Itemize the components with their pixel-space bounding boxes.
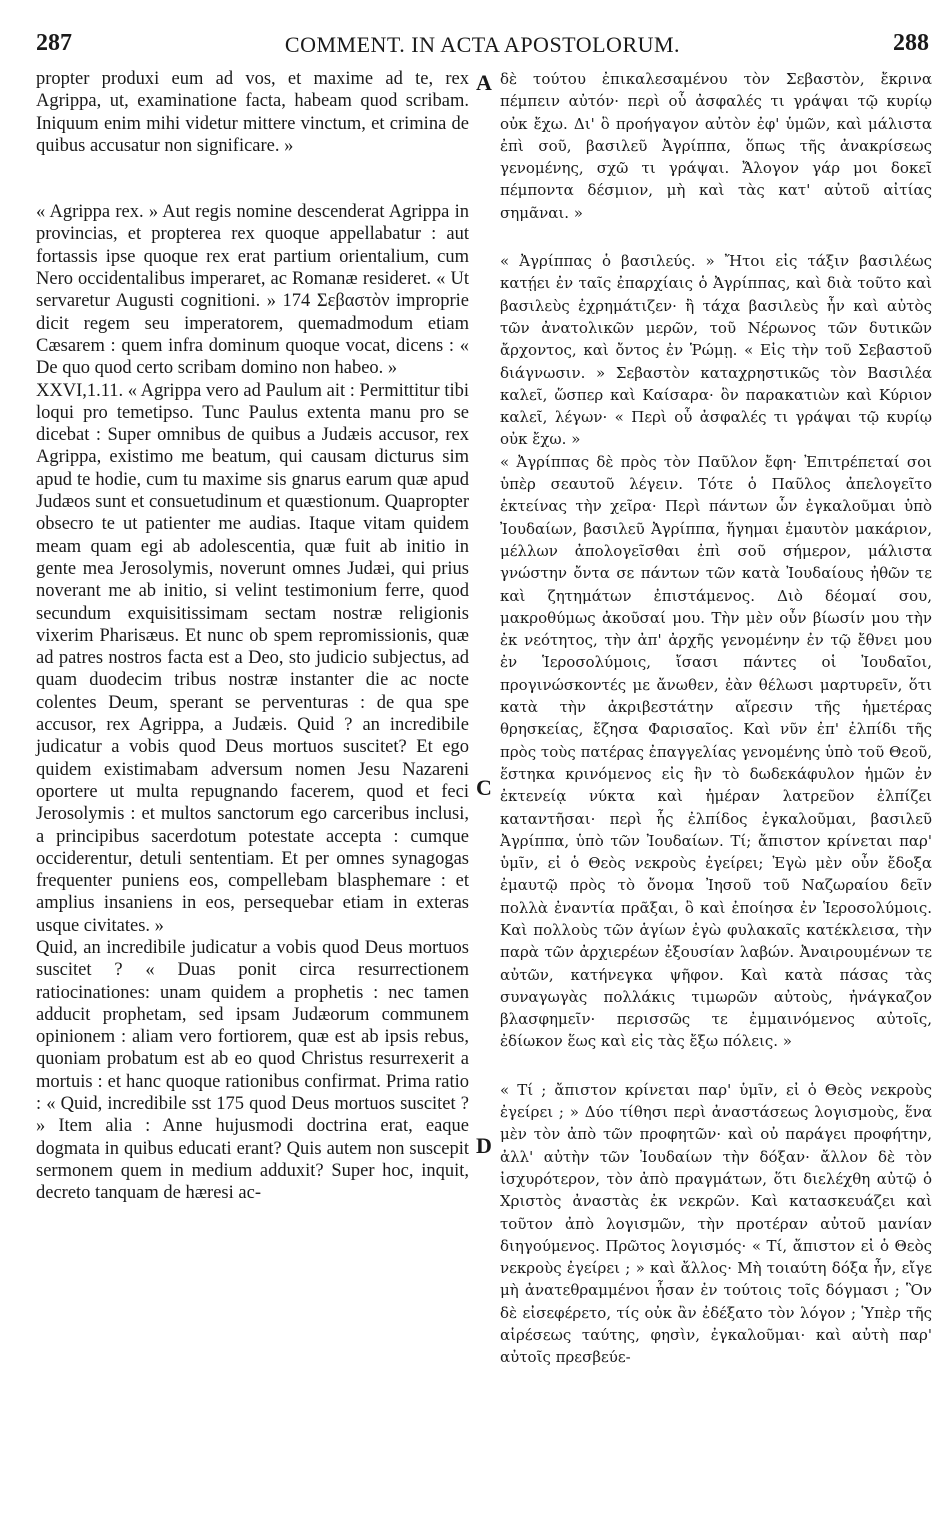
greek-column xyxy=(500,68,932,1369)
latin-paragraph-4: Quid, an incredibile judicatur a vobis quod Deus mortuos suscitet ? « Duas ponit circa resurrectionem ratiocinationes: unam quidem a prophetis : nec tamen adducit prophetam, sed ipsam Judæorum communem opinionem : aliam vero fortiorem, quæ est ab ipsis rebus, quoniam probatum est ab eo quod Christus resurrexerit a mortuis : et hanc quoque rationibus confirmat. Prima ratio : « Quid, incredibile sst 175 quod Deus mortuos suscitet ? » Item alia : Anne hujusmodi doctrina erat, eaque dogmata in quibus educati erant? Quis autem non suscepit sermonem quem in medium adduxit? Super hoc, inquit, decreto tanquam de hæresi ac- xyxy=(36,937,469,1204)
page-header xyxy=(36,30,929,60)
greek-paragraph-1: δὲ τούτου ἐπικαλεσαμένου τὸν Σεβαστὸν, ἔκρινα πέμπειν αὐτόν· περὶ οὗ ἀσφαλές τι γράψαι τῷ κυρίῳ οὐκ ἔχω. Δι' ὃ προήγαγον αὐτὸν ἐφ' ὑμῶν, καὶ μάλιστα ἐπὶ σοῦ, βασιλεῦ Ἀγρίππα, ὅπως τῆς ἀνακρίσεως γενομένης, σχῶ τι γράψαι. Ἄλογον γάρ μοι δοκεῖ πέμποντα δέσμιον, μὴ καὶ τὰς κατ' αὐτοῦ αἰτίας σημᾶναι. » xyxy=(500,70,932,222)
page-number-left: 287 xyxy=(36,30,72,56)
greek-paragraph-3: « Ἀγρίππας δὲ πρὸς τὸν Παῦλον ἔφη· Ἐπιτρέπεταί σοι ὑπὲρ σεαυτοῦ λέγειν. Τότε ὁ Παῦλος ἀπελογεῖτο ἐκτείνας τὴν χεῖρα· Περὶ πάντων ὧν ἐγκαλοῦμαι ὑπὸ Ἰουδαίων, βασιλεῦ Ἀγρίππα, ἥγημαι ἐμαυτὸν μακάριον, μέλλων ἀπολογεῖσθαι ἐπὶ σοῦ σήμερον, μάλιστα γνώστην ὄντα σε πάντων τῶν κατὰ Ἰουδαίους ἠθῶν τε καὶ ζητημάτων ἐπιστάμενος. Διὸ δέομαί σου, μακροθύμως ἀκοῦσαί μου. Τὴν μὲν οὖν βίωσίν μου τὴν ἐκ νεότητος, τὴν ἀπ' ἀρχῆς γενομένην ἐν τῷ ἔθνει μου ἐν Ἱεροσολύμοις, ἴσασι πάντες οἱ Ἰουδαῖοι, προγινώσκοντές με ἄνωθεν, ἐὰν θέλωσι μαρτυρεῖν, ὅτι κατὰ τὴν ἀκριβεστάτην αἵρεσιν τῆς ἡμετέρας θρησκείας, ἔζησα Φαρισαῖος. Καὶ νῦν ἐπ' ἐλπίδι τῆς πρὸς τοὺς πατέρας ἐπαγγελίας γενομένης ὑπὸ τοῦ Θεοῦ, ἕστηκα κρινόμενος εἰς ἣν τὸ δωδεκάφυλον ἡμῶν ἐν ἐκτενείᾳ νύκτα καὶ ἡμέραν λατρεῦον ἐλπίζει καταντῆσαι· περὶ ἧς ἐλπίδος ἐγκαλοῦμαι, βασιλεῦ Ἀγρίππα, ὑπὸ τῶν Ἰουδαίων. Τί; ἄπιστον κρίνεται παρ' ὑμῖν, εἰ ὁ Θεὸς νεκροὺς ἐγείρει; Ἐγὼ μὲν οὖν ἔδοξα ἐμαυτῷ πρὸς τὸ ὄνομα Ἰησοῦ τοῦ Ναζωραίου δεῖν πολλὰ ἐναντία πρᾶξαι, ὃ καὶ ἐποίησα ἐν Ἱεροσολύμοις. Καὶ πολλοὺς τῶν ἁγίων ἐγὼ φυλακαῖς κατέκλεισα, τὴν παρὰ τῶν ἀρχιερέων ἐξουσίαν λαβών. Ἀναιρουμένων τε αὐτῶν, κατήνεγκα ψῆφον. Καὶ κατὰ πάσας τὰς συναγωγὰς πολλάκις τιμωρῶν αὐτοὺς, ἠνάγκαζον βλασφημεῖν· περισσῶς τε ἐμμαινόμενος αὐτοῖς, ἐδίωκον ἕως καὶ εἰς τὰς ἔξω πόλεις. » xyxy=(500,452,932,1051)
latin-paragraph-1: propter produxi eum ad vos, et maxime ad te, rex Agrippa, ut, examinatione facta, habeam quod scribam. Iniquum enim mihi videtur mittere vinctum, et crimina de quibus accusatur non significare. » xyxy=(36,69,469,156)
latin-paragraph-2: « Agrippa rex. » Aut regis nomine descenderat Agrippa in provincias, et propterea rex quoque appellabatur : aut fortassis ipse quoque rex erat partium orientalium, cum Nero occidentalibus imperaret, ac Romanæ resideret. « Ut servaretur Augusti cognitioni. » 174 Σεβαστὸν improprie dicit regem seu imperatorem, quemadmodum etiam Cæsarem : quem infra dominum quoque vocat, dicens : « De quo quod certo scribam domino non habeo. » xyxy=(36,202,469,379)
page-number-right: 288 xyxy=(893,30,929,56)
latin-paragraph-3: XXVI,1.11. « Agrippa vero ad Paulum ait : Permittitur tibi loqui pro temetipso. Tunc Paulus extenta manu pro se dicebat : Super omnibus de quibus a Judæis accusor, rex Agrippa, existimo me beatum, qui causam dicturus sim apud te hodie, cum tu maxime sis gnarus earum quæ apud Judæos sunt et consuetudinum et quæstionum. Quapropter obsecro te ut patienter me audias. Itaque vitam quidem meam quam egi ab adolescentia, quæ fuit ab initio in gente mea Jerosolymis, noverunt omnes Judæi, qui prius noverant me ab initio, si velint testimonium ferre, quod secundum exquisitissimam sectam nostræ religionis vixerim Pharisæus. Et nunc ob spem repromissionis, quæ ad patres nostros facta est a Deo, sto judicio subjectus, ad quam duodecim tribus nostræ instanter die ac nocte colentes Deum, sperant se perventuras : de qua spe accusor, rex Agrippa, a Judæis. Quid ? an incredibile judicatur a vobis quod Deus mortuos suscitet? Et ego quidem existimabam adversum nomen Jesu Nazareni oportere ut multa repugnando facerem, quod et feci Jerosolymis : et multos sanctorum ego carceribus inclusi, a principibus sacerdotum potestate accepta : cumque occiderentur, detuli sententiam. Et per omnes synagogas frequenter puniens eos, compellebam blasphemare : et amplius insaniens in eos, persequebar etiam in exteras usque civitates. » xyxy=(36,380,469,936)
margin-marker-c: C xyxy=(476,775,492,800)
greek-paragraph-2: « Ἀγρίππας ὁ βασιλεύς. » Ἤτοι εἰς τάξιν βασιλέως κατῄει ἐν ταῖς ἐπαρχίαις ὁ Ἀγρίππας, καὶ διὰ τοῦτο καὶ βασιλεὺς ἐχρημάτιζεν· ἢ τάχα βασιλεὺς ἦν καὶ αὐτὸς τῶν ἀνατολικῶν μερῶν, τοῦ Νέρωνος τῶν δυτικῶν ἄρχοντος, καὶ ὄντος ἐν Ῥώμῃ. « Εἰς τὴν τοῦ Σεβαστοῦ διάγνωσιν. » Σεβαστὸν καταχρηστικῶς τὸν Βασιλέα καλεῖ, ὥσπερ καὶ Καίσαρα· ὃν παρακατιὼν καὶ Κύριον καλεῖ, λέγων· « Περὶ οὗ ἀσφαλές τι γράψαι τῷ κυρίῳ οὐκ ἔχω. » xyxy=(500,252,932,449)
running-title: COMMENT. IN ACTA APOSTOLORUM. xyxy=(284,32,681,57)
margin-marker-a: A xyxy=(476,70,492,95)
latin-column xyxy=(36,68,469,1205)
margin-marker-d: D xyxy=(476,1133,492,1158)
greek-paragraph-4: « Τί ; ἄπιστον κρίνεται παρ' ὑμῖν, εἰ ὁ Θεὸς νεκροὺς ἐγείρει ; » Δύο τίθησι περὶ ἀναστάσεως λογισμοὺς, ἕνα μὲν τὸν ἀπὸ τῶν προφητῶν· καὶ οὐ παράγει προφήτην, ἀλλ' αὐτὴν τῶν Ἰουδαίων τὴν δόξαν· ἄλλον δὲ τὸν ἰσχυρότερον, τὸν ἀπὸ πραγμάτων, ὅτι διελέχθη αὐτῷ ὁ Χριστὸς ἀναστὰς ἐκ νεκρῶν. Καὶ κατασκευάζει καὶ τοῦτον ἀπὸ λογισμῶν, τὴν προτέραν αὐτοῦ μανίαν διηγούμενος. Πρῶτος λογισμός· « Τί, ἄπιστον εἰ ὁ Θεὸς νεκροὺς ἐγείρει ; » καὶ ἄλλος· Μὴ τοιαύτη δόξα ἦν, εἴγε μὴ ἀνατεθραμμένοι ἦσαν ἐν τούτοις τοῖς δόγμασι ; Ὃν δὲ εἰσεφέρετο, τίς οὐκ ἂν ἐδέξατο τὸν λόγον ; Ὑπὲρ τῆς αἱρέσεως ταύτης, φησὶν, ἐγκαλοῦμαι· καὶ αὐτὴ παρ' αὐτοῖς πρεσβεύε- xyxy=(500,1080,932,1367)
